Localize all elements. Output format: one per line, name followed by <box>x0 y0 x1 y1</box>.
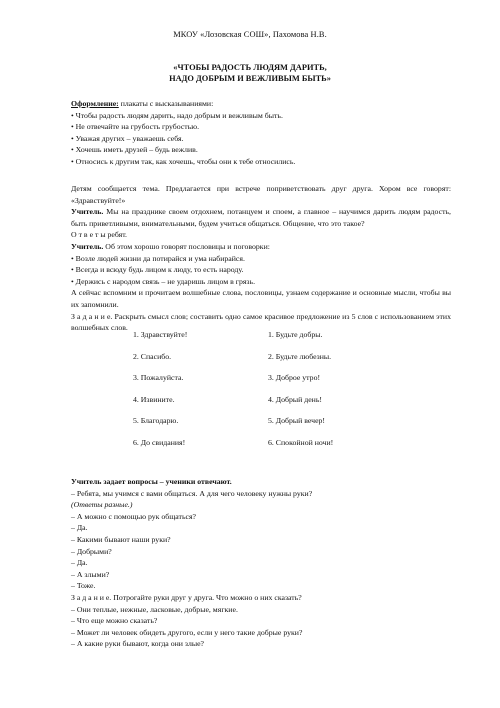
document-title <box>0 62 500 84</box>
design-item: • Чтобы радость людям дарить, надо добрым и вежливым быть. <box>71 110 283 120</box>
teacher-paragraph-2 <box>71 241 451 253</box>
dialog-section <box>71 476 451 650</box>
word-left: 4. Извините. <box>133 394 175 404</box>
dialog-task <box>71 592 451 604</box>
teacher-label: Учитель. <box>71 207 104 217</box>
dialog-line: – Да. <box>71 558 88 568</box>
dialog-answer-note: (Ответы разные.) <box>71 500 133 510</box>
design-item: • Уважая других – уважаешь себя. <box>71 133 184 143</box>
design-label: Оформление: <box>71 99 119 108</box>
word-left: 3. Пожалуйста. <box>133 373 184 382</box>
proverb-item: • Всегда и всюду будь лицом к люду, то есть народу. <box>71 265 244 275</box>
dialog-line: – А злыми? <box>71 569 110 579</box>
dialog-line: – А какие руки бывают, когда они злые? <box>71 639 205 649</box>
design-heading <box>71 98 451 110</box>
words-row <box>133 395 393 417</box>
dialog-question: – Ребята, мы учимся с вами общаться. А для чего человеку нужны руки? <box>71 488 313 498</box>
read-paragraph: А сейчас вспомним и прочитаем волшебные слова, пословицы, узнаем содержание и основные мысли, чтобы вы их запомнили. <box>71 288 451 309</box>
words-row <box>133 352 393 374</box>
document-header: МКОУ «Лозовская СОШ», Пахомова Н.В. <box>173 30 327 39</box>
word-right: 1. Будьте добры. <box>268 330 323 339</box>
word-right: 5. Добрый вечер! <box>268 416 326 425</box>
dialog-line: – Тоже. <box>71 581 96 591</box>
teacher-text: Мы на празднике своем отдохнем, потанцуем и споем, а главное – научимся дарить людям радость, быть приветливыми, внимательными, будем учиться общаться. Общение, что это такое? <box>71 207 451 228</box>
dialog-line: – Что еще можно сказать? <box>71 616 158 626</box>
magic-words-grid <box>133 330 393 459</box>
word-left: 6. До свидания! <box>133 437 186 447</box>
title-line-2: НАДО ДОБРЫМ И ВЕЖЛИВЫМ БЫТЬ» <box>169 74 331 83</box>
task-text: Потрогайте руки друг у друга. Что можно о них сказать? <box>111 592 302 602</box>
word-left: 5. Благодарю. <box>133 416 179 425</box>
dialog-line: – Да. <box>71 523 88 533</box>
design-item: • Не отвечайте на грубость грубостью. <box>71 122 200 132</box>
word-right: 6. Спокойной ночи! <box>268 437 334 447</box>
task-text: Раскрыть смысл слов; составить одно самое красивое предложение из 5 слов с использованием этих волшебных слов. <box>71 311 451 333</box>
dialog-line: – Добрыми? <box>71 546 112 556</box>
proverb-item: • Возле людей жизни да потирайся и ума набирайся. <box>71 253 245 263</box>
teacher-text: Об этом хорошо говорят пословицы и поговорки: <box>103 241 270 251</box>
task-label: З а д а н и е. <box>71 592 112 602</box>
teacher-paragraph <box>71 206 451 229</box>
design-item: • Относись к другим так, как хочешь, чтобы они к тебе относились. <box>71 156 296 166</box>
intro-section <box>71 183 451 334</box>
words-row <box>133 438 393 460</box>
word-right: 4. Добрый день! <box>268 394 322 404</box>
words-row <box>133 416 393 438</box>
teacher-label: Учитель. <box>71 241 104 251</box>
dialog-intro: Учитель задает вопросы – ученики отвечают. <box>71 477 232 486</box>
intro-paragraph: Детям сообщается тема. Предлагается при встрече поприветствовать друг друга. Хором все говорят: «Здравствуйте!» <box>71 184 451 205</box>
dialog-line: – Какими бывают наши руки? <box>71 534 171 544</box>
design-section <box>71 98 451 168</box>
task-label: З а д а н и е. <box>71 311 113 321</box>
design-text: плакаты с высказываниями: <box>118 99 214 108</box>
word-left: 1. Здравствуйте! <box>133 330 188 339</box>
proverb-item: • Держись с народом связь – не ударишь лицом в грязь. <box>71 276 256 286</box>
dialog-line: – Может ли человек обидеть другого, если у него такие добрые руки? <box>71 627 303 637</box>
words-row <box>133 373 393 395</box>
answers-line: О т в е т ы ребят. <box>71 230 128 240</box>
word-right: 3. Доброе утро! <box>268 373 321 382</box>
design-item: • Хочешь иметь друзей – будь вежлив. <box>71 145 198 155</box>
dialog-line: – А можно с помощью рук общаться? <box>71 511 197 521</box>
word-left: 2. Спасибо. <box>133 351 172 361</box>
word-right: 2. Будьте любезны. <box>268 351 332 361</box>
title-line-1: «ЧТОБЫ РАДОСТЬ ЛЮДЯМ ДАРИТЬ, <box>173 63 327 72</box>
dialog-line: – Они теплые, нежные, ласковые, добрые, мягкие. <box>71 604 238 614</box>
words-row <box>133 330 393 352</box>
